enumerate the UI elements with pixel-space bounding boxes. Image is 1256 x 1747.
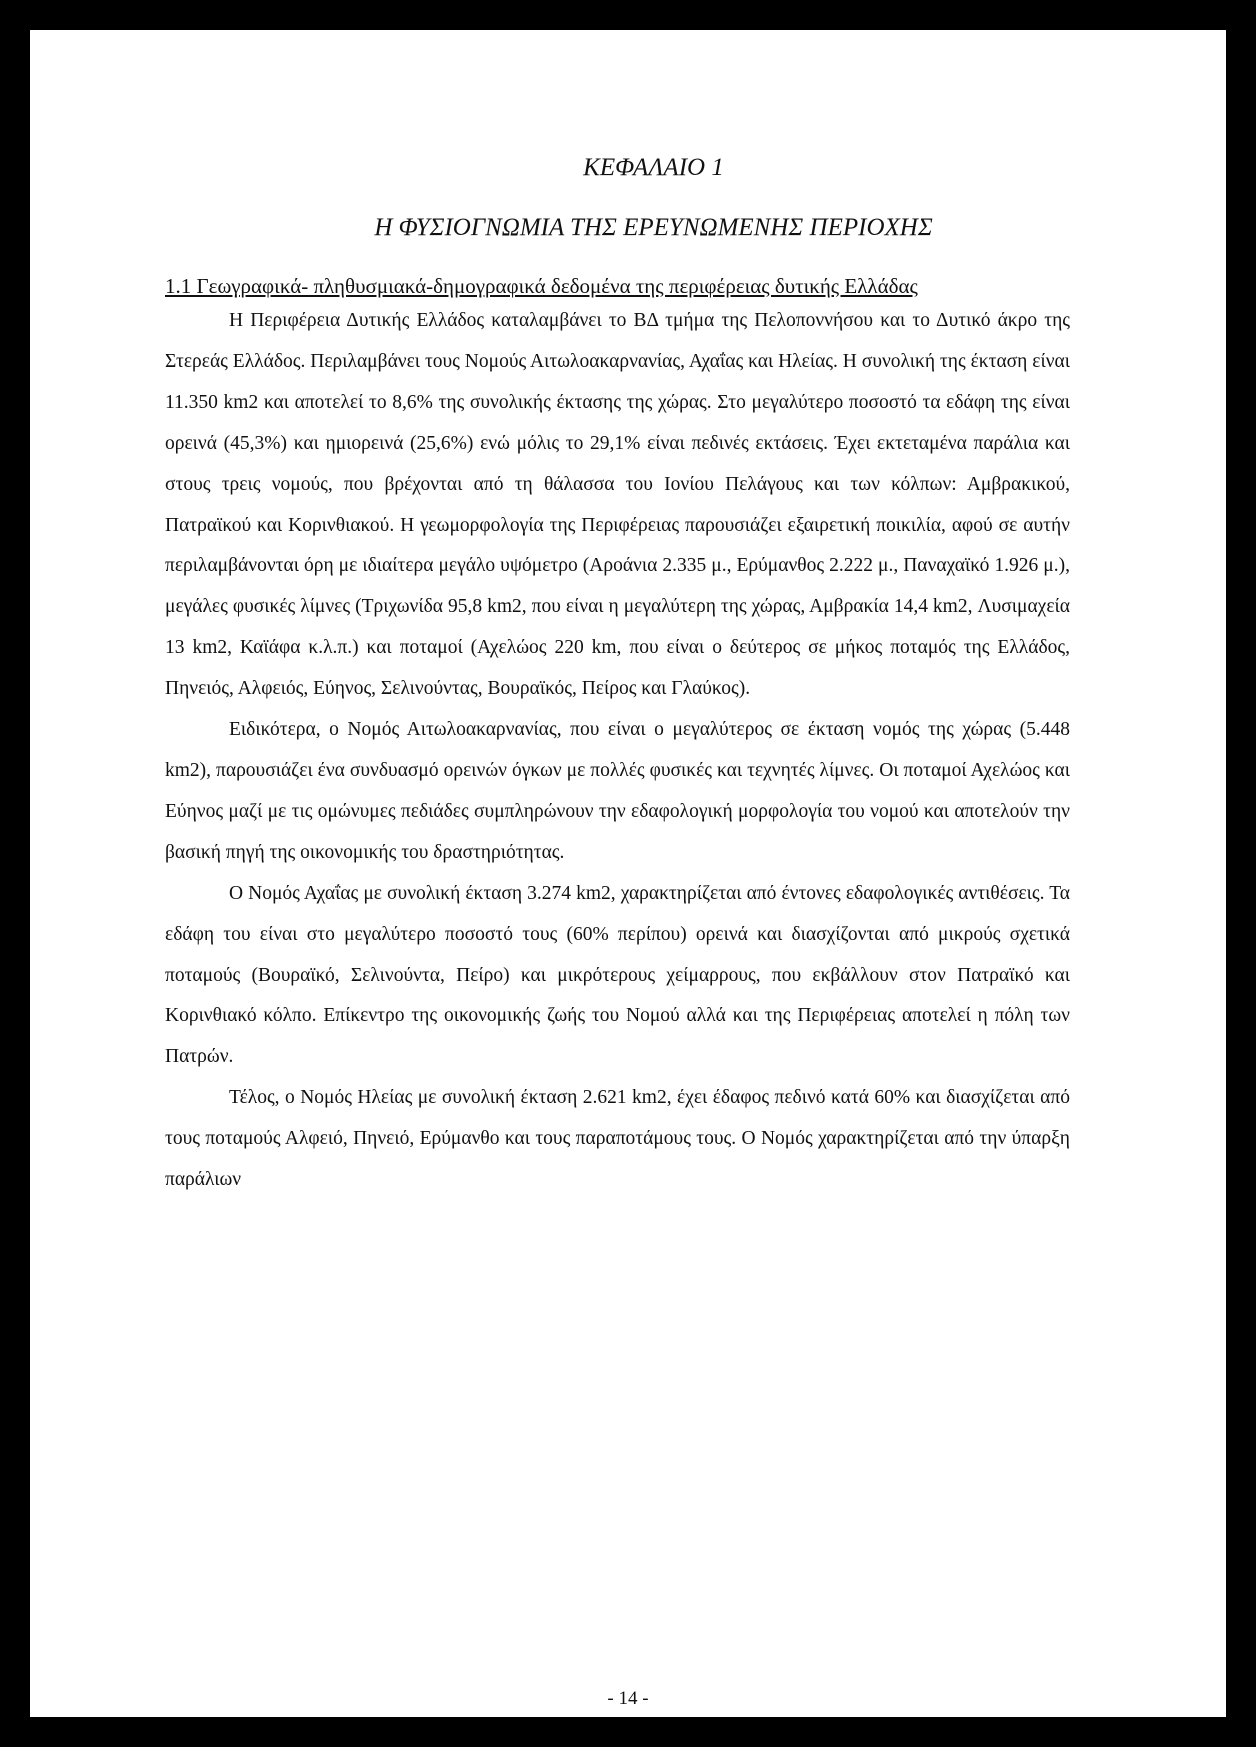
page-number: - 14 - — [607, 1688, 649, 1709]
page-content — [165, 153, 1070, 1201]
document-page — [30, 30, 1226, 1717]
section-heading: 1.1 Γεωγραφικά- πληθυσμιακά-δημογραφικά δεδομένα της περιφέρειας δυτικής Ελλάδας — [165, 274, 918, 298]
paragraph-region-overview: Η Περιφέρεια Δυτικής Ελλάδος καταλαμβάνει το ΒΔ τμήμα της Πελοποννήσου και το Δυτικό άκρο της Στερεάς Ελλάδος. Περιλαμβάνει τους Νομούς Αιτωλοακαρνανίας, Αχαΐας και Ηλείας. Η συνολική της έκταση είναι 11.350 km2 και αποτελεί το 8,6% της συνολικής έκτασης της χώρας. Στο μεγαλύτερο ποσοστό τα εδάφη της είναι ορεινά (45,3%) και ημιορεινά (25,6%) ενώ μόλις το 29,1% είναι πεδινές εκτάσεις. Έχει εκτεταμένα παράλια και στους τρεις νομούς, που βρέχονται από τη θάλασσα του Ιονίου Πελάγους και των κόλπων: Αμβρακικού, Πατραϊκού και Κορινθιακού. Η γεωμορφολογία της Περιφέρειας παρουσιάζει εξαιρετική ποικιλία, αφού σε αυτήν περιλαμβάνονται όρη με ιδιαίτερα μεγάλο υψόμετρο (Αροάνια 2.335 μ., Ερύμανθος 2.222 μ., Παναχαϊκό 1.926 μ.), μεγάλες φυσικές λίμνες (Τριχωνίδα 95,8 km2, που είναι η μεγαλύτερη της χώρας, Αμβρακία 14,4 km2, Λυσιμαχεία 13 km2, Καϊάφα κ.λ.π.) και ποταμοί (Αχελώος 220 km, που είναι ο δεύτερος σε μήκος ποταμός της Ελλάδος, Πηνειός, Αλφειός, Εύηνος, Σελινούντας, Βουραϊκός, Πείρος και Γλαύκος). — [165, 310, 1070, 700]
paragraph-aitoloakarnania: Ειδικότερα, ο Νομός Αιτωλοακαρνανίας, που είναι ο μεγαλύτερος σε έκταση νομός της χώρας (5.448 km2), παρουσιάζει ένα συνδυασμό ορεινών όγκων με πολλές φυσικές και τεχνητές λίμνες. Οι ποταμοί Αχελώος και Εύηνος μαζί με τις ομώνυμες πεδιάδες συμπληρώνουν την εδαφολογική μορφολογία του νομού και αποτελούν την βασική πηγή της οικονομικής του δραστηριότητας. — [165, 719, 1070, 863]
paragraph-achaia: Ο Νομός Αχαΐας με συνολική έκταση 3.274 km2, χαρακτηρίζεται από έντονες εδαφολογικές αντιθέσεις. Τα εδάφη του είναι στο μεγαλύτερο ποσοστό τους (60% περίπου) ορεινά και διασχίζονται από μικρούς σχετικά ποταμούς (Βουραϊκό, Σελινούντα, Πείρο) και μικρότερους χείμαρρους, που εκβάλλουν στον Πατραϊκό και Κορινθιακό κόλπο. Επίκεντρο της οικονομικής ζωής του Νομού αλλά και της Περιφέρειας αποτελεί η πόλη των Πατρών. — [165, 882, 1070, 1068]
paragraph-ileia: Τέλος, ο Νομός Ηλείας με συνολική έκταση 2.621 km2, έχει έδαφος πεδινό κατά 60% και διασχίζεται από τους ποταμούς Αλφειό, Πηνειό, Ερύμανθο και τους παραποτάμους τους. Ο Νομός χαρακτηρίζεται από την ύπαρξη παράλιων — [165, 1087, 1070, 1191]
chapter-label: ΚΕΦΑΛΑΙΟ 1 — [583, 154, 724, 181]
chapter-title: Η ΦΥΣΙΟΓΝΩΜΙΑ ΤΗΣ ΕΡΕΥΝΩΜΕΝΗΣ ΠΕΡΙΟΧΗΣ — [374, 214, 933, 241]
